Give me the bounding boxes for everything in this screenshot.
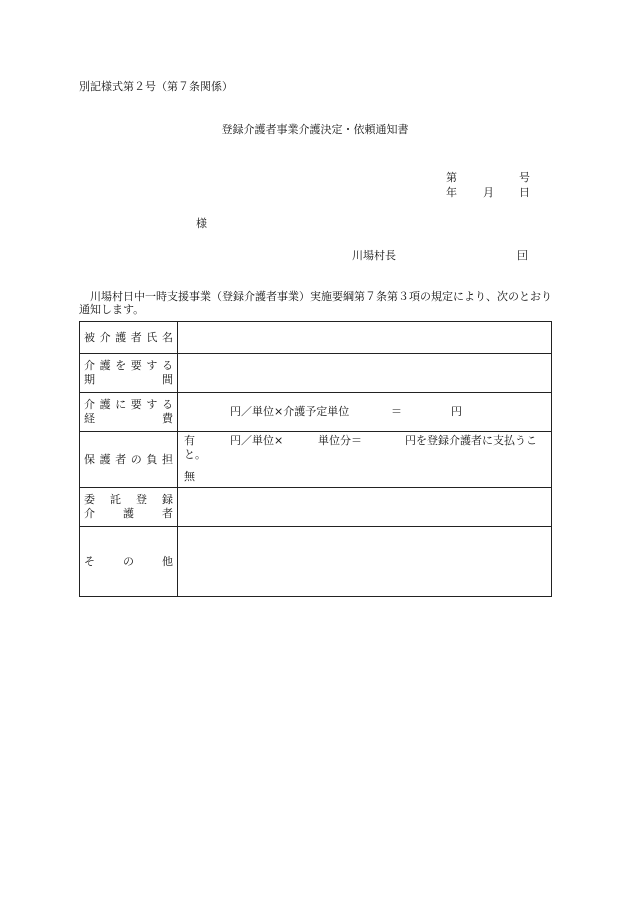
- label-char: 期: [84, 373, 95, 386]
- label-care-recipient-name: [80, 322, 178, 354]
- document-number: [446, 171, 530, 185]
- label-char: る: [161, 398, 173, 411]
- label-char: 護: [99, 398, 111, 411]
- label-char: 費: [162, 412, 173, 425]
- label-char: 間: [162, 373, 173, 386]
- label-char: 委: [84, 493, 95, 506]
- label-guardian-burden: [80, 432, 178, 488]
- label-char: る: [161, 359, 173, 372]
- burden-units: 単位分＝: [318, 434, 362, 447]
- cost-yen: 円: [451, 405, 462, 418]
- label-char: 負: [146, 452, 158, 466]
- table-row: [80, 488, 552, 527]
- label-char: す: [146, 359, 158, 372]
- burden-no: 無: [184, 470, 195, 483]
- notice-form-table: [79, 321, 552, 597]
- label-char: 護: [123, 507, 134, 520]
- label-char: 録: [162, 493, 173, 506]
- label-char: 介: [99, 330, 111, 344]
- date-year: 年: [446, 186, 457, 199]
- label-char: 護: [99, 359, 111, 372]
- seal-mark: 囙: [517, 249, 528, 262]
- label-char: 経: [84, 412, 95, 425]
- label-char: 介: [84, 398, 95, 411]
- field-guardian-burden: [178, 432, 552, 488]
- label-char: 介: [84, 507, 95, 520]
- addressee: [196, 215, 207, 231]
- table-row: [80, 322, 552, 354]
- table-row: [80, 432, 552, 488]
- label-char: 名: [161, 330, 173, 344]
- cost-unit-price: 円／単位×介護予定単位: [230, 405, 350, 418]
- label-char: 登: [136, 493, 147, 506]
- label-char: 者: [130, 330, 142, 344]
- table-row: [80, 354, 552, 393]
- field-care-period: [178, 354, 552, 393]
- label-char: 要: [130, 398, 142, 411]
- date-month: 月: [483, 186, 494, 199]
- field-care-recipient-name: [178, 322, 552, 354]
- number-prefix: 第: [446, 171, 457, 184]
- label-char: 保: [84, 452, 95, 466]
- label-char: 託: [110, 493, 121, 506]
- burden-end: と。: [184, 448, 206, 461]
- label-care-period: [80, 354, 178, 393]
- label-care-cost: [80, 393, 178, 432]
- label-char: そ: [84, 554, 95, 568]
- label-char: 被: [84, 330, 95, 344]
- table-row: [80, 393, 552, 432]
- label-char: 者: [115, 452, 127, 466]
- label-char: 護: [99, 452, 111, 466]
- issuer-block: [352, 247, 532, 263]
- label-char: に: [115, 398, 127, 411]
- cost-equals: ＝: [391, 405, 402, 418]
- field-registered-caregiver: [178, 488, 552, 527]
- number-suffix: 号: [519, 171, 530, 184]
- document-date: [446, 186, 530, 200]
- field-care-cost: [178, 393, 552, 432]
- label-char: の: [123, 554, 134, 568]
- field-other: [178, 527, 552, 597]
- issuer-name: 川場村長: [352, 249, 396, 262]
- label-char: 他: [162, 554, 173, 568]
- addressee-honorific: 様: [196, 217, 207, 230]
- label-char: 護: [115, 330, 127, 344]
- label-char: の: [130, 452, 142, 466]
- label-char: 者: [162, 507, 173, 520]
- form-reference: 別記様式第２号（第７条関係）: [79, 80, 233, 93]
- document-title: 登録介護者事業介護決定・依頼通知書: [221, 123, 409, 136]
- label-registered-caregiver: [80, 488, 178, 527]
- label-char: 氏: [146, 330, 158, 344]
- burden-yes: 有: [184, 434, 195, 447]
- label-char: す: [146, 398, 158, 411]
- burden-payment: 円を登録介護者に支払うこ: [405, 434, 537, 447]
- label-char: 要: [130, 359, 142, 372]
- label-char: 介: [84, 359, 95, 372]
- date-day: 日: [519, 186, 530, 199]
- notice-body: 川場村日中一時支援事業（登録介護者事業）実施要綱第７条第３項の規定により、次のとおり通知します。: [79, 290, 552, 316]
- burden-rate: 円／単位×: [230, 434, 284, 447]
- label-char: を: [115, 359, 127, 372]
- label-other: [80, 527, 178, 597]
- label-char: 担: [161, 452, 173, 466]
- table-row: [80, 527, 552, 597]
